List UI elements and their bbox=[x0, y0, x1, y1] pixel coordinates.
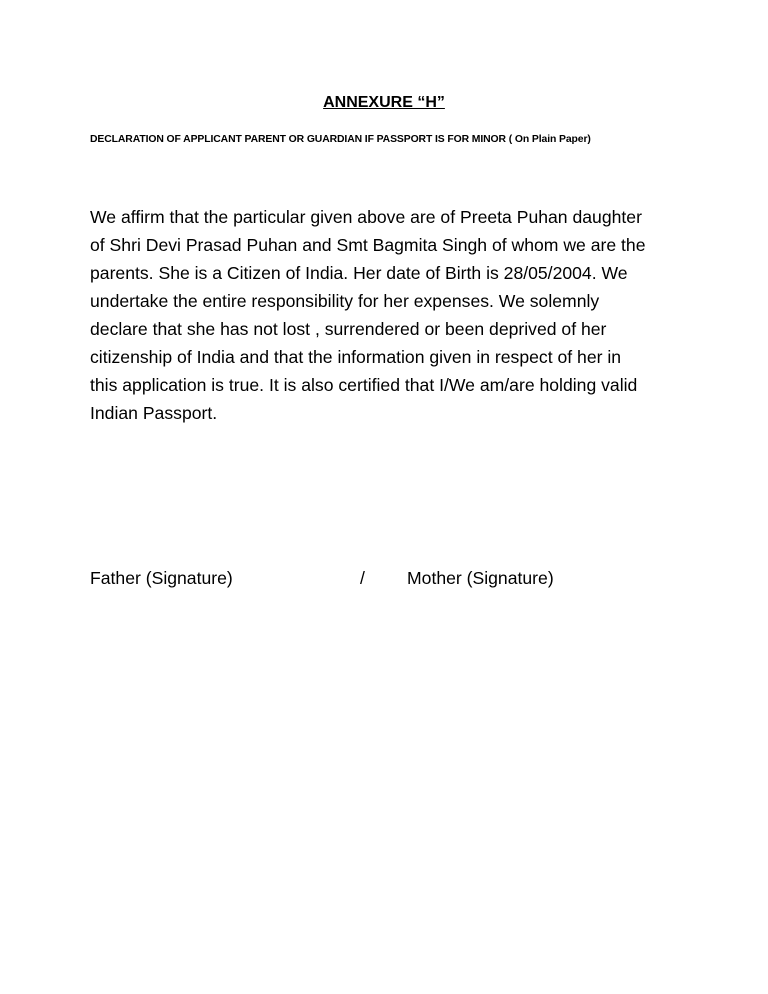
annexure-title: ANNEXURE “H” bbox=[323, 94, 445, 111]
declaration-subtitle: DECLARATION OF APPLICANT PARENT OR GUARDIAN IF PASSPORT IS FOR MINOR ( On Plain Paper) bbox=[90, 134, 591, 145]
body-line: citizenship of India and that the information given in respect of her in bbox=[90, 347, 622, 367]
body-line: We affirm that the particular given above are of Preeta Puhan daughter bbox=[90, 207, 642, 227]
father-signature-label: Father (Signature) bbox=[90, 568, 233, 588]
body-line: of Shri Devi Prasad Puhan and Smt Bagmita Singh of whom we are the bbox=[90, 235, 646, 255]
signature-row bbox=[90, 564, 690, 592]
body-line: undertake the entire responsibility for her expenses. We solemnly bbox=[90, 291, 600, 311]
signature-separator: / bbox=[360, 568, 365, 588]
body-line: this application is true. It is also certified that I/We am/are holding valid bbox=[90, 375, 638, 395]
body-line: Indian Passport. bbox=[90, 403, 218, 423]
body-line: parents. She is a Citizen of India. Her date of Birth is 28/05/2004. We bbox=[90, 263, 628, 283]
declaration-body bbox=[90, 203, 690, 427]
body-line: declare that she has not lost , surrendered or been deprived of her bbox=[90, 319, 607, 339]
mother-signature-label: Mother (Signature) bbox=[407, 568, 554, 588]
